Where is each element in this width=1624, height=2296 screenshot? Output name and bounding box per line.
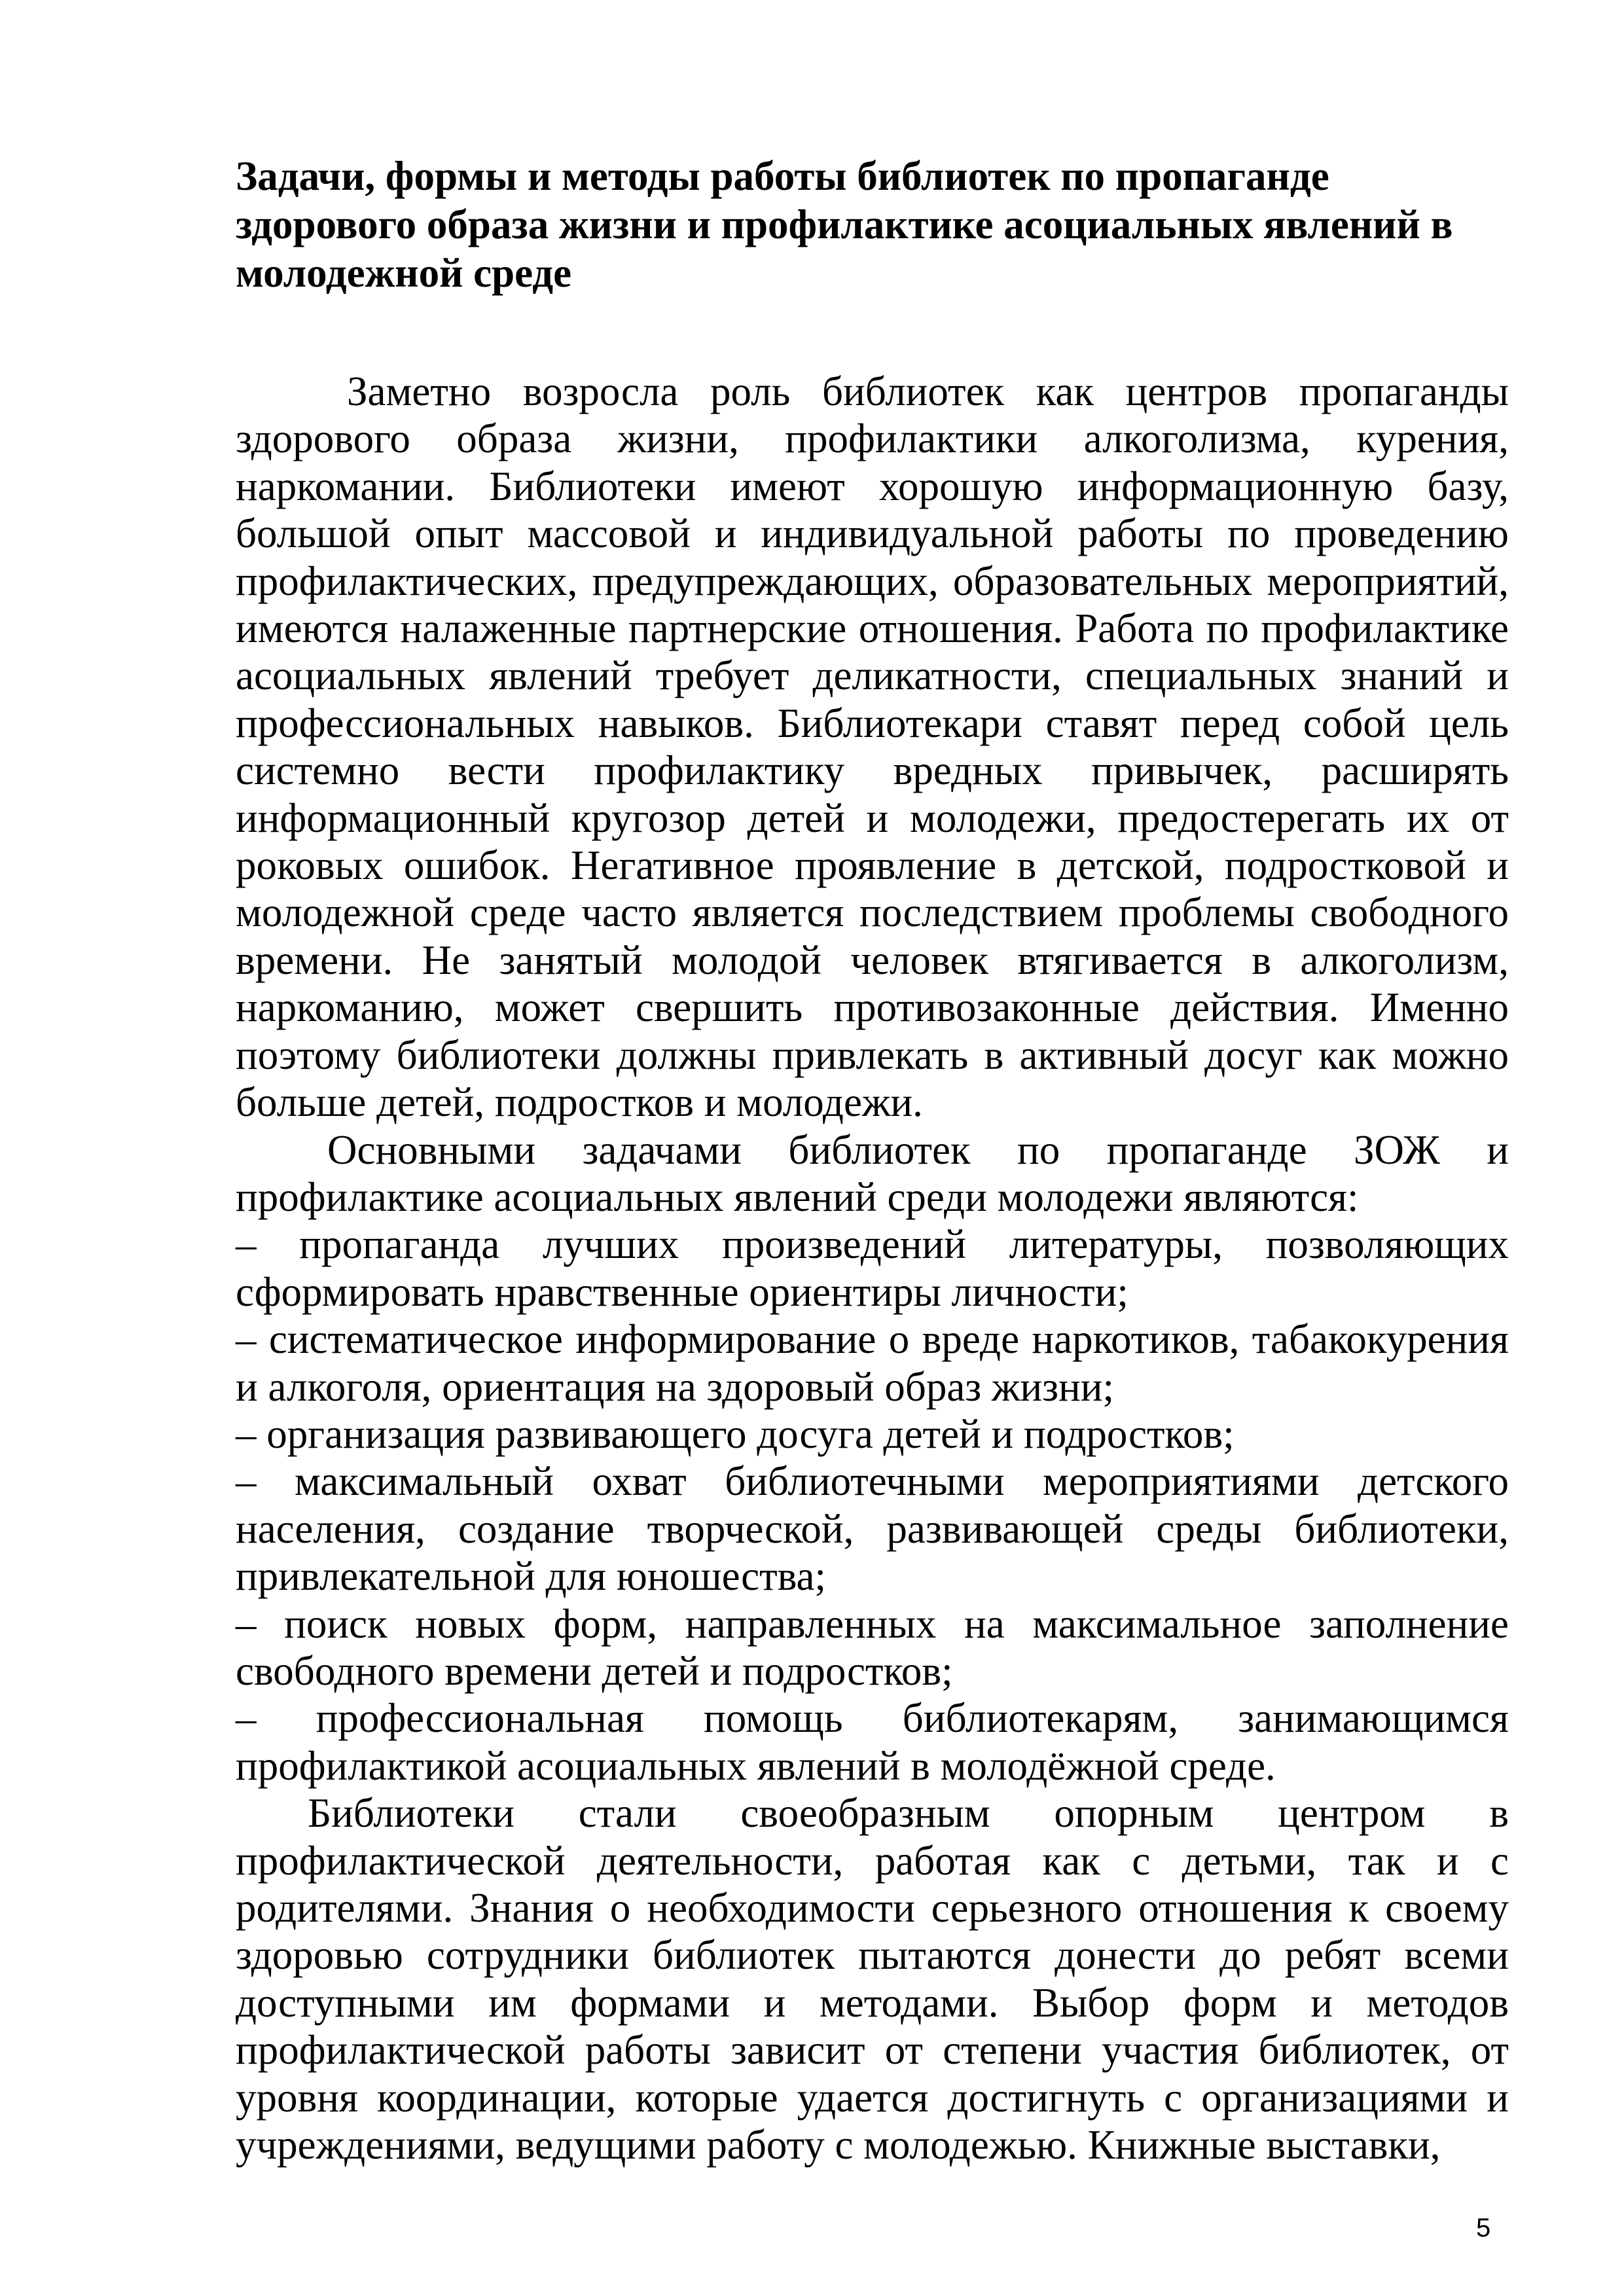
list-item: – поиск новых форм, направленных на максимальное заполнение свободного времени детей и подростков; xyxy=(236,1600,1509,1694)
paragraph-forms-methods: Библиотеки стали своеобразным опорным центром в профилактической деятельности, работая как с детьми, так и с родителями. Знания о необходимости серьезного отношения к своему здоровью сотрудники библиотек пытаются донести до ребят всеми доступными им формами и методами. Выбор форм и методов профилактической работы зависит от степени участия библиотек, от уровня координации, которые удается достигнуть с организациями и учреждениями, ведущими работу с молодежью. Книжные выставки, xyxy=(236,1790,1509,2168)
page-title: Задачи, формы и методы работы библиотек по пропаганде здорового образа жизни и профилактике асоциальных явлений в молодежной среде xyxy=(236,153,1453,296)
list-item: – профессиональная помощь библиотекарям, занимающимся профилактикой асоциальных явлений в молодёжной среде. xyxy=(236,1695,1509,1789)
list-item: – систематическое информирование о вреде наркотиков, табакокурения и алкоголя, ориентация на здоровый образ жизни; xyxy=(236,1316,1509,1410)
tasks-list xyxy=(236,1221,1509,1789)
list-item: – пропаганда лучших произведений литературы, позволяющих сформировать нравственные ориентиры личности; xyxy=(236,1221,1509,1315)
paragraph-intro: Заметно возросла роль библиотек как центров пропаганды здорового образа жизни, профилактики алкоголизма, курения, наркомании. Библиотеки имеют хорошую информационную базу, большой опыт массовой и индивидуальной работы по проведению профилактических, предупреждающих, образовательных мероприятий, имеются налаженные партнерские отношения. Работа по профилактике асоциальных явлений требует деликатности, специальных знаний и профессиональных навыков. Библиотекари ставят перед собой цель системно вести профилактику вредных привычек, расширять информационный кругозор детей и молодежи, предостерегать их от роковых ошибок. Негативное проявление в детской, подростковой и молодежной среде часто является последствием проблемы свободного времени. Не занятый молодой человек втягивается в алкоголизм, наркоманию, может свершить противозаконные действия. Именно поэтому библиотеки должны привлекать в активный досуг как можно больше детей, подростков и молодежи. xyxy=(236,368,1509,1126)
paragraph-tasks-intro: Основными задачами библиотек по пропаганде ЗОЖ и профилактике асоциальных явлений среди молодежи являются: xyxy=(236,1126,1509,1220)
document-page xyxy=(236,152,1509,2168)
list-item: – максимальный охват библиотечными мероприятиями детского населения, создание творческой, развивающей среды библиотеки, привлекательной для юношества; xyxy=(236,1458,1509,1600)
page-number: 5 xyxy=(1476,2214,1491,2242)
list-item: – организация развивающего досуга детей и подростков; xyxy=(236,1410,1235,1457)
